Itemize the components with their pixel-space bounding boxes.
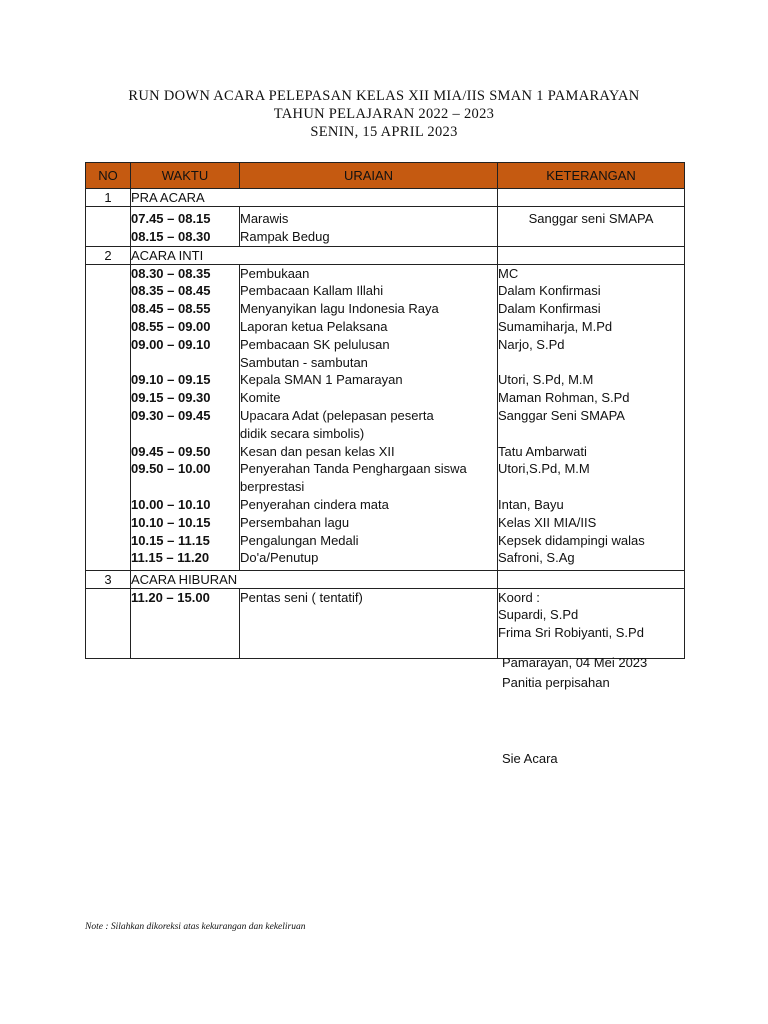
remark-item: [498, 354, 684, 372]
activity-item: Marawis: [240, 211, 289, 226]
section-number: 2: [86, 246, 131, 264]
activity-item: Pentas seni ( tentatif): [240, 589, 363, 605]
section-title: ACARA INTI: [131, 246, 498, 264]
signoff-place-date: Pamarayan, 04 Mei 2023: [502, 655, 648, 670]
section-keterangan-empty: [498, 246, 685, 264]
time-slot: 08.15 – 08.30: [131, 228, 211, 244]
time-slot: 09.10 – 09.15: [131, 372, 211, 388]
activity-item: Persembahan lagu: [240, 514, 350, 530]
items-number-empty: [86, 588, 131, 658]
keterangan-cell: [498, 264, 685, 570]
remark-item: Tatu Ambarwati: [498, 443, 587, 459]
activity-item: Laporan ketua Pelaksana: [240, 318, 388, 334]
time-slot: 10.15 – 11.15: [131, 532, 210, 548]
signoff-committee: Panitia perpisahan: [502, 675, 610, 690]
uraian-cell: [240, 207, 498, 247]
section-number: 3: [86, 570, 131, 588]
time-slot: 10.00 – 10.10: [131, 496, 211, 512]
table-body: [86, 189, 685, 659]
keterangan-cell: [498, 207, 685, 247]
remark-item: Dalam Konfirmasi: [498, 301, 601, 317]
remark-item: Maman Rohman, S.Pd: [498, 390, 630, 406]
time-slot: 09.45 – 09.50: [131, 443, 211, 459]
time-slot: 11.20 – 15.00: [131, 589, 210, 605]
remark-item: Supardi, S.Pd: [498, 607, 579, 623]
items-row: [86, 588, 685, 658]
activity-item: Rampak Bedug: [240, 228, 330, 244]
remark-item: Narjo, S.Pd: [498, 336, 565, 352]
activity-item: didik secara simbolis): [240, 425, 365, 441]
activity-item: Penyerahan cindera mata: [240, 496, 389, 512]
time-slot: 09.15 – 09.30: [131, 390, 211, 406]
activity-item: Menyanyikan lagu Indonesia Raya: [240, 301, 439, 317]
section-keterangan-empty: [498, 189, 685, 207]
signoff-role: Sie Acara: [502, 751, 558, 766]
time-slot: 09.00 – 09.10: [131, 336, 211, 352]
remark-item: Dalam Konfirmasi: [498, 283, 601, 299]
activity-item: Pembacaan Kallam Illahi: [240, 283, 384, 299]
remark-item: Sumamiharja, M.Pd: [498, 318, 613, 334]
activity-item: Kepala SMAN 1 Pamarayan: [240, 372, 403, 388]
document-title: RUN DOWN ACARA PELEPASAN KELAS XII MIA/IIS SMAN 1 PAMARAYAN: [128, 88, 640, 104]
remark-item: Intan, Bayu: [498, 496, 564, 512]
activity-item: Pembukaan: [240, 265, 310, 281]
section-keterangan-empty: [498, 570, 685, 588]
section-row: [86, 570, 685, 588]
waktu-cell: [131, 207, 240, 247]
remark-item: Koord :: [498, 589, 540, 605]
rundown-table: [85, 162, 685, 659]
remark-item: Frima Sri Robiyanti, S.Pd: [498, 625, 644, 641]
table-header-row: [86, 163, 685, 189]
footnote: Note : Silahkan dikoreksi atas kekurangan dan kekeliruan: [85, 922, 306, 932]
activity-item: berprestasi: [240, 479, 305, 495]
time-slot: 08.30 – 08.35: [131, 265, 211, 281]
activity-item: Kesan dan pesan kelas XII: [240, 443, 395, 459]
remark-item: Sanggar seni SMAPA: [528, 211, 654, 226]
items-row: [86, 264, 685, 570]
items-row: [86, 207, 685, 247]
time-slot: [131, 354, 239, 372]
time-slot: 10.10 – 10.15: [131, 514, 211, 530]
activity-item: Penyerahan Tanda Penghargaan siswa: [240, 461, 467, 477]
time-slot: [131, 425, 239, 443]
section-number: 1: [86, 189, 131, 207]
items-number-empty: [86, 264, 131, 570]
column-header-no: NO: [86, 163, 131, 189]
activity-item: Sambutan - sambutan: [240, 354, 368, 370]
uraian-cell: [240, 588, 498, 658]
remark-item: [498, 425, 684, 443]
keterangan-cell: [498, 588, 685, 658]
activity-item: Pembacaan SK pelulusan: [240, 336, 390, 352]
section-title: ACARA HIBURAN: [131, 570, 498, 588]
remark-item: Utori,S.Pd, M.M: [498, 461, 590, 477]
section-title: PRA ACARA: [131, 189, 498, 207]
remark-item: Kelas XII MIA/IIS: [498, 514, 597, 530]
time-slot: 08.55 – 09.00: [131, 318, 211, 334]
remark-item: Safroni, S.Ag: [498, 550, 575, 566]
remark-item: [498, 478, 684, 496]
column-header-keterangan: KETERANGAN: [498, 163, 685, 189]
time-slot: [131, 478, 239, 496]
section-row: [86, 189, 685, 207]
uraian-cell: [240, 264, 498, 570]
activity-item: Do'a/Penutup: [240, 550, 319, 566]
column-header-waktu: WAKTU: [131, 163, 240, 189]
time-slot: 08.45 – 08.55: [131, 301, 211, 317]
remark-item: Kepsek didampingi walas: [498, 532, 645, 548]
time-slot: 09.50 – 10.00: [131, 461, 211, 477]
remark-item: Sanggar Seni SMAPA: [498, 407, 625, 423]
column-header-uraian: URAIAN: [240, 163, 498, 189]
time-slot: 08.35 – 08.45: [131, 283, 211, 299]
waktu-cell: [131, 588, 240, 658]
event-date: SENIN, 15 APRIL 2023: [310, 124, 458, 140]
activity-item: Komite: [240, 390, 281, 406]
time-slot: 11.15 – 11.20: [131, 550, 210, 566]
items-number-empty: [86, 207, 131, 247]
waktu-cell: [131, 264, 240, 570]
activity-item: Pengalungan Medali: [240, 532, 359, 548]
remark-item: Utori, S.Pd, M.M: [498, 372, 594, 388]
academic-year: TAHUN PELAJARAN 2022 – 2023: [273, 106, 495, 122]
activity-item: Upacara Adat (pelepasan peserta: [240, 407, 434, 423]
time-slot: 09.30 – 09.45: [131, 407, 211, 423]
time-slot: 07.45 – 08.15: [131, 211, 211, 226]
section-row: [86, 246, 685, 264]
remark-item: MC: [498, 265, 519, 281]
